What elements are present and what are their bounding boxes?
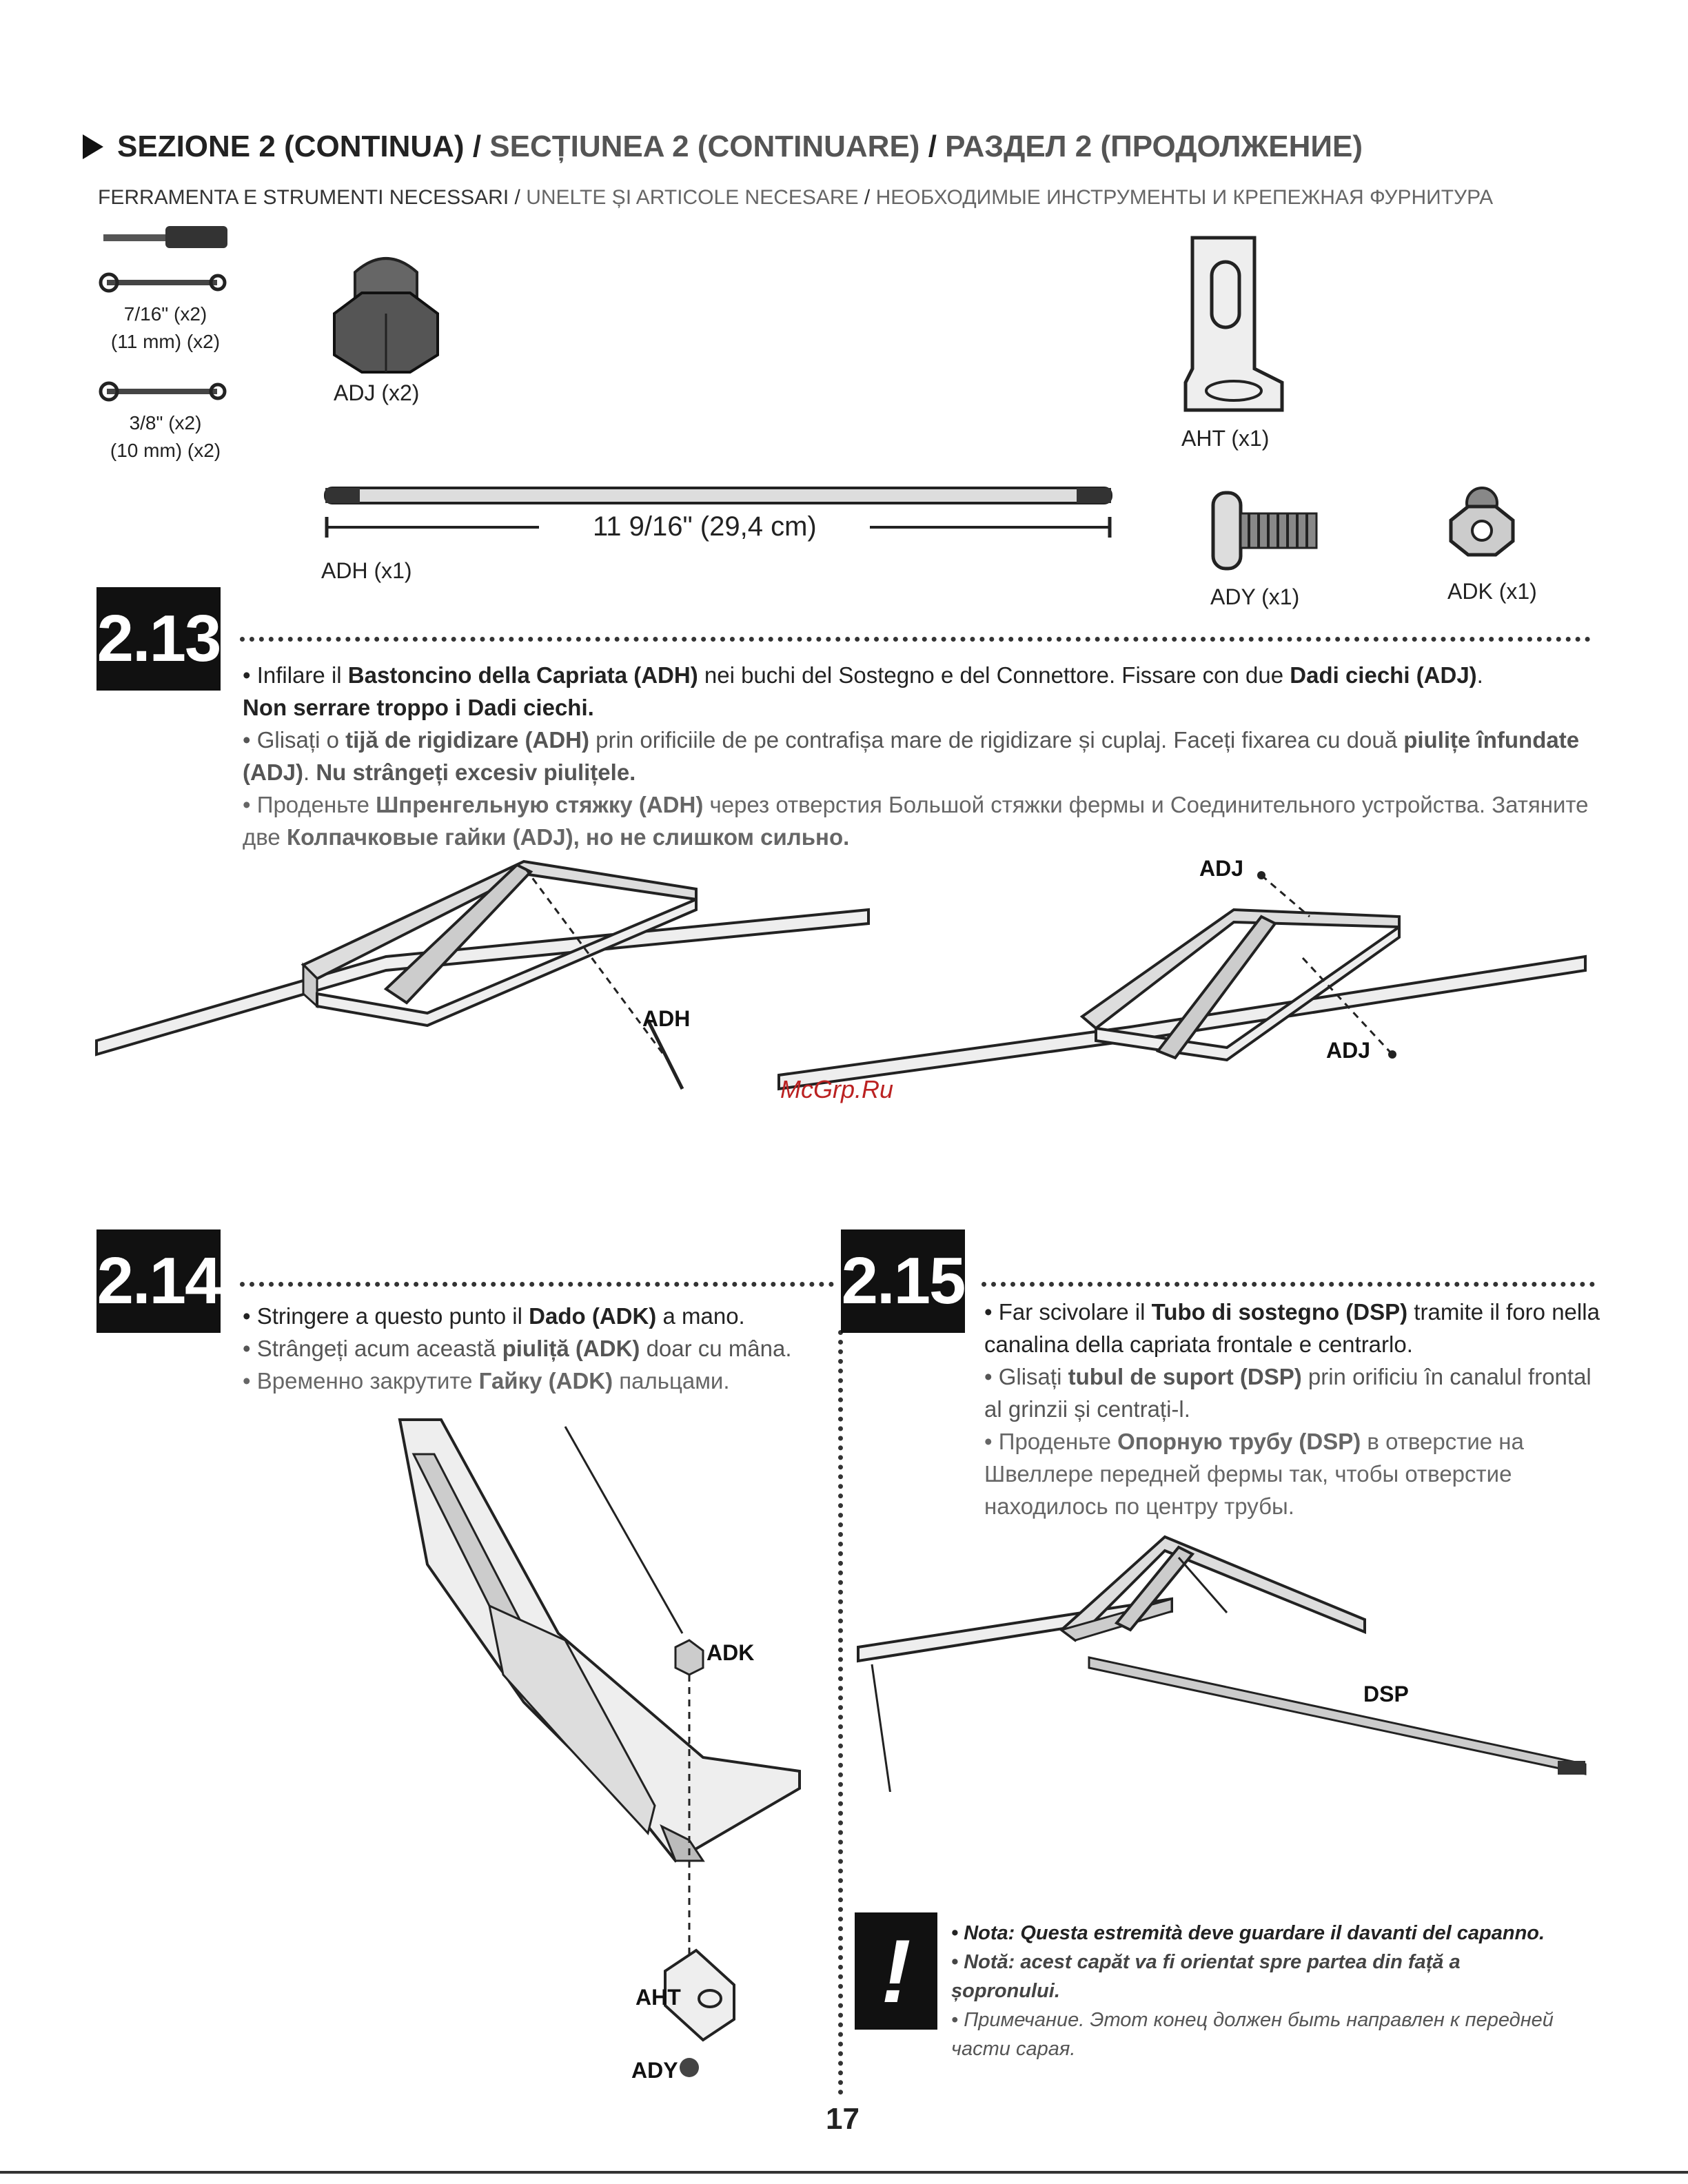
watermark: McGrp.Ru xyxy=(780,1075,894,1103)
step-2-13-instructions xyxy=(243,659,1594,853)
callout-aht: AHT xyxy=(635,1985,681,2010)
step-2-14-instructions xyxy=(243,1300,835,1397)
rod-length-label: 11 9/16" (29,4 cm) xyxy=(593,511,817,542)
instruction-it: • Stringere a questo punto il Dado (ADK) a mano. xyxy=(243,1303,745,1329)
instruction-it: • Infilare il Bastoncino della Capriata (ADH) nei buchi del Sostegno e del Connettore. Fissare con due Dadi ciechi (ADJ). Non serrare troppo i Dadi ciechi. xyxy=(243,662,1483,720)
section-title: SEZIONE 2 (CONTINUA) / SECȚIUNEA 2 (CONTINUARE) / РАЗДЕЛ 2 (ПРОДОЛЖЕНИЕ) xyxy=(83,130,1363,164)
callout-ady: ADY xyxy=(631,2058,678,2083)
note-text: • Nota: Questa estremità deve guardare il davanti del capanno. • Notă: acest capăt va fi orientat spre partea din față a șopronului. • Примечание. Этот конец должен быть направлен к передней части сарая. xyxy=(951,1922,1554,2060)
wrench-size-3-8: 3/8" (x2) (10 mm) (x2) xyxy=(110,412,221,461)
truss-left xyxy=(96,861,868,1089)
screw-ady-icon xyxy=(1206,489,1323,572)
channel-illustration-2-14 xyxy=(386,1413,813,2088)
instruction-ro: • Glisați tubul de suport (DSP) prin orificiu în canalul frontal al grinzii și centrați-l. xyxy=(984,1364,1592,1422)
part-label-adk: ADK (x1) xyxy=(1447,579,1537,604)
part-label-aht: AHT (x1) xyxy=(1181,426,1270,451)
page-number: 17 xyxy=(826,2102,860,2136)
dotted-divider xyxy=(240,1282,834,1287)
note-exclamation-icon: ! xyxy=(855,1912,937,2030)
page-bottom-rule xyxy=(0,2171,1688,2174)
bracket-aht-icon xyxy=(1179,231,1289,417)
instruction-ro: • Glisați o tijă de rigidizare (ADH) prin orificiile de pe contrafișa mare de rigidizare și cuplaj. Faceți fixarea cu două piulițe înfundate (ADJ). Nu strângeți excesiv piulițele. xyxy=(243,727,1580,785)
instruction-ru: • Проденьте Шпренгельную стяжку (ADH) через отверстия Большой стяжки фермы и Соединительного устройства. Затяните две Колпачковые гайки (ADJ), но не слишком сильно. xyxy=(243,792,1589,850)
truss-illustration-2-13 xyxy=(90,841,1592,1103)
play-arrow-icon xyxy=(83,134,103,159)
cap-nut-adj-icon xyxy=(324,245,448,376)
screwdriver-icon xyxy=(103,226,227,248)
instruction-it: • Far scivolare il Tubo di sostegno (DSP) tramite il foro nella canalina della capriata frontale e centrarlo. xyxy=(984,1299,1600,1357)
wrench-icon xyxy=(101,274,225,291)
instruction-ru: • Проденьте Опорную трубу (DSP) в отверстие на Швеллере передней фермы так, чтобы отверстие находилось по центру трубы. xyxy=(984,1429,1524,1519)
vertical-dotted-divider xyxy=(838,1330,843,2095)
truss-illustration-2-15 xyxy=(855,1530,1592,1792)
part-label-adh: ADH (x1) xyxy=(321,558,412,583)
callout-adj-top: ADJ xyxy=(1199,856,1244,881)
step-number-2-14: 2.14 xyxy=(96,1229,221,1333)
part-label-adj: ADJ (x2) xyxy=(334,380,420,405)
step-number-2-15: 2.15 xyxy=(841,1229,965,1333)
callout-adk: ADK xyxy=(706,1640,755,1665)
instruction-ru: • Временно закрутите Гайку (ADK) пальцами. xyxy=(243,1368,730,1394)
tools-subtitle: FERRAMENTA E STRUMENTI NECESSARI / UNELTE ȘI ARTICOLE NECESARE / НЕОБХОДИМЫЕ ИНСТРУМЕНТЫ И КРЕПЕЖНАЯ ФУРНИТУРА xyxy=(98,186,1494,209)
callout-dsp: DSP xyxy=(1363,1682,1409,1706)
wrench-icon xyxy=(101,383,225,400)
truss-right xyxy=(779,871,1585,1089)
dotted-divider xyxy=(240,637,1591,642)
callout-adj-bottom: ADJ xyxy=(1326,1038,1371,1063)
step-2-15-instructions xyxy=(984,1296,1605,1522)
callout-adh: ADH xyxy=(642,1006,691,1031)
wrench-size-7-16: 7/16" (x2) (11 mm) (x2) xyxy=(110,303,221,352)
part-label-ady: ADY (x1) xyxy=(1210,584,1300,609)
dotted-divider xyxy=(982,1282,1595,1287)
nut-adk-icon xyxy=(1444,482,1520,558)
instruction-ro: • Strângeți acum această piuliță (ADK) doar cu mâna. xyxy=(243,1336,792,1361)
step-number-2-13: 2.13 xyxy=(96,587,221,691)
